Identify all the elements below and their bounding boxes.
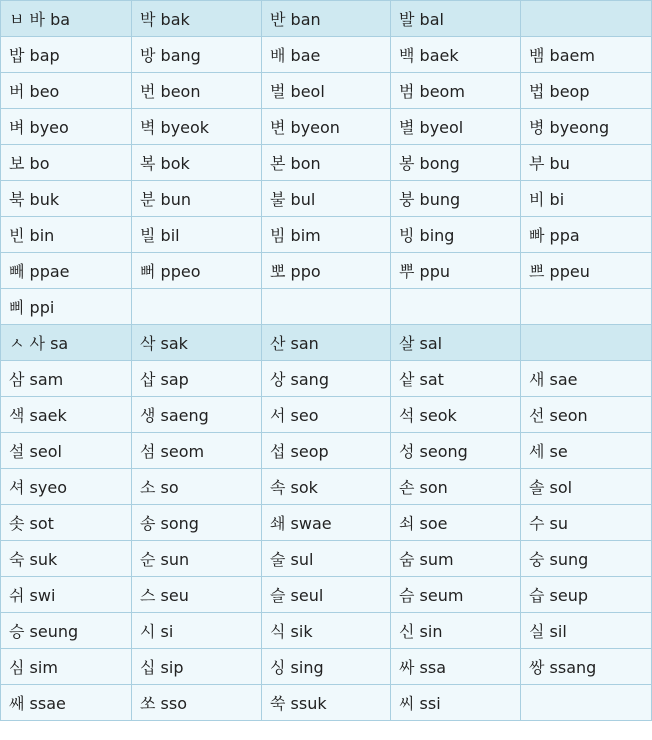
table-cell: 숨 sum <box>391 541 521 577</box>
table-row <box>1 253 652 289</box>
table-cell: 수 su <box>521 505 652 541</box>
table-cell: 벼 byeo <box>1 109 132 145</box>
table-cell <box>262 289 391 325</box>
table-cell: 본 bon <box>262 145 391 181</box>
table-cell: 쉬 swi <box>1 577 132 613</box>
table-cell: 서 seo <box>262 397 391 433</box>
table-cell: 배 bae <box>262 37 391 73</box>
table-cell: 쇄 swae <box>262 505 391 541</box>
table-cell: 습 seup <box>521 577 652 613</box>
table-row <box>1 541 652 577</box>
table-cell: 변 byeon <box>262 109 391 145</box>
table-cell: 신 sin <box>391 613 521 649</box>
table-row <box>1 433 652 469</box>
table-cell: 선 seon <box>521 397 652 433</box>
table-cell: 섭 seop <box>262 433 391 469</box>
table-row <box>1 649 652 685</box>
table-row <box>1 685 652 721</box>
table-cell: 박 bak <box>132 1 262 37</box>
table-row <box>1 37 652 73</box>
table-cell: 쇠 soe <box>391 505 521 541</box>
table-cell: 범 beom <box>391 73 521 109</box>
table-cell: 빙 bing <box>391 217 521 253</box>
table-cell: 발 bal <box>391 1 521 37</box>
table-cell: 삭 sak <box>132 325 262 361</box>
table-cell: 비 bi <box>521 181 652 217</box>
table-cell: 솟 sot <box>1 505 132 541</box>
table-cell: 산 san <box>262 325 391 361</box>
table-row <box>1 289 652 325</box>
table-cell: 싱 sing <box>262 649 391 685</box>
table-cell: 빠 ppa <box>521 217 652 253</box>
table-cell <box>521 325 652 361</box>
table-cell: 번 beon <box>132 73 262 109</box>
table-cell: 백 baek <box>391 37 521 73</box>
table-cell: 불 bul <box>262 181 391 217</box>
table-cell: ㅂ 바 ba <box>1 1 132 37</box>
table-body <box>1 1 652 721</box>
table-cell: 시 si <box>132 613 262 649</box>
table-row <box>1 109 652 145</box>
table-cell: 부 bu <box>521 145 652 181</box>
table-cell: 살 sal <box>391 325 521 361</box>
table-cell: 술 sul <box>262 541 391 577</box>
table-cell: 빼 ppae <box>1 253 132 289</box>
table-cell: 보 bo <box>1 145 132 181</box>
table-cell <box>521 1 652 37</box>
table-cell: 생 saeng <box>132 397 262 433</box>
table-cell: 쌔 ssae <box>1 685 132 721</box>
table-cell: 뽀 ppo <box>262 253 391 289</box>
table-row <box>1 577 652 613</box>
table-row <box>1 181 652 217</box>
table-cell: 방 bang <box>132 37 262 73</box>
table-cell: 붕 bung <box>391 181 521 217</box>
table-cell: 새 sae <box>521 361 652 397</box>
table-cell: 속 sok <box>262 469 391 505</box>
table-cell: 복 bok <box>132 145 262 181</box>
table-cell: 빈 bin <box>1 217 132 253</box>
table-cell: 뻐 ppeo <box>132 253 262 289</box>
table-cell: 삽 sap <box>132 361 262 397</box>
table-cell: 싸 ssa <box>391 649 521 685</box>
table-cell: ㅅ 사 sa <box>1 325 132 361</box>
table-cell: 심 sim <box>1 649 132 685</box>
table-row <box>1 505 652 541</box>
table-cell: 버 beo <box>1 73 132 109</box>
table-cell: 소 so <box>132 469 262 505</box>
table-cell: 쁘 ppeu <box>521 253 652 289</box>
table-cell: 뱀 baem <box>521 37 652 73</box>
table-cell: 색 saek <box>1 397 132 433</box>
table-cell: 손 son <box>391 469 521 505</box>
table-cell: 석 seok <box>391 397 521 433</box>
table-cell: 순 sun <box>132 541 262 577</box>
table-cell: 쏘 sso <box>132 685 262 721</box>
table-row <box>1 73 652 109</box>
table-cell: 뿌 ppu <box>391 253 521 289</box>
table-row <box>1 361 652 397</box>
table-cell: 삼 sam <box>1 361 132 397</box>
table-cell: 상 sang <box>262 361 391 397</box>
table-cell: 빌 bil <box>132 217 262 253</box>
table-row <box>1 397 652 433</box>
table-cell: 송 song <box>132 505 262 541</box>
table-cell: 빔 bim <box>262 217 391 253</box>
table-cell: 십 sip <box>132 649 262 685</box>
table-cell: 셔 syeo <box>1 469 132 505</box>
table-header-row <box>1 1 652 37</box>
table-cell: 분 bun <box>132 181 262 217</box>
table-cell <box>521 685 652 721</box>
table-cell: 벽 byeok <box>132 109 262 145</box>
table-cell: 밥 bap <box>1 37 132 73</box>
table-cell: 샅 sat <box>391 361 521 397</box>
table-cell: 솔 sol <box>521 469 652 505</box>
table-cell: 벌 beol <box>262 73 391 109</box>
table-cell: 별 byeol <box>391 109 521 145</box>
table-cell: 승 seung <box>1 613 132 649</box>
table-row <box>1 217 652 253</box>
table-header-row <box>1 325 652 361</box>
table-cell: 삐 ppi <box>1 289 132 325</box>
table-cell <box>132 289 262 325</box>
table-row <box>1 145 652 181</box>
table-cell <box>521 289 652 325</box>
table-cell: 식 sik <box>262 613 391 649</box>
table-cell: 세 se <box>521 433 652 469</box>
table-cell: 성 seong <box>391 433 521 469</box>
table-cell: 슴 seum <box>391 577 521 613</box>
table-cell: 쌍 ssang <box>521 649 652 685</box>
table-cell <box>391 289 521 325</box>
table-cell: 실 sil <box>521 613 652 649</box>
table-cell: 섬 seom <box>132 433 262 469</box>
table-cell: 설 seol <box>1 433 132 469</box>
table-cell: 숭 sung <box>521 541 652 577</box>
table-cell: 쑥 ssuk <box>262 685 391 721</box>
table-row <box>1 613 652 649</box>
table-cell: 반 ban <box>262 1 391 37</box>
table-row <box>1 469 652 505</box>
table-cell: 스 seu <box>132 577 262 613</box>
table-cell: 법 beop <box>521 73 652 109</box>
table-cell: 슬 seul <box>262 577 391 613</box>
table-cell: 병 byeong <box>521 109 652 145</box>
table-cell: 북 buk <box>1 181 132 217</box>
table-cell: 씨 ssi <box>391 685 521 721</box>
table-cell: 숙 suk <box>1 541 132 577</box>
table-cell: 봉 bong <box>391 145 521 181</box>
